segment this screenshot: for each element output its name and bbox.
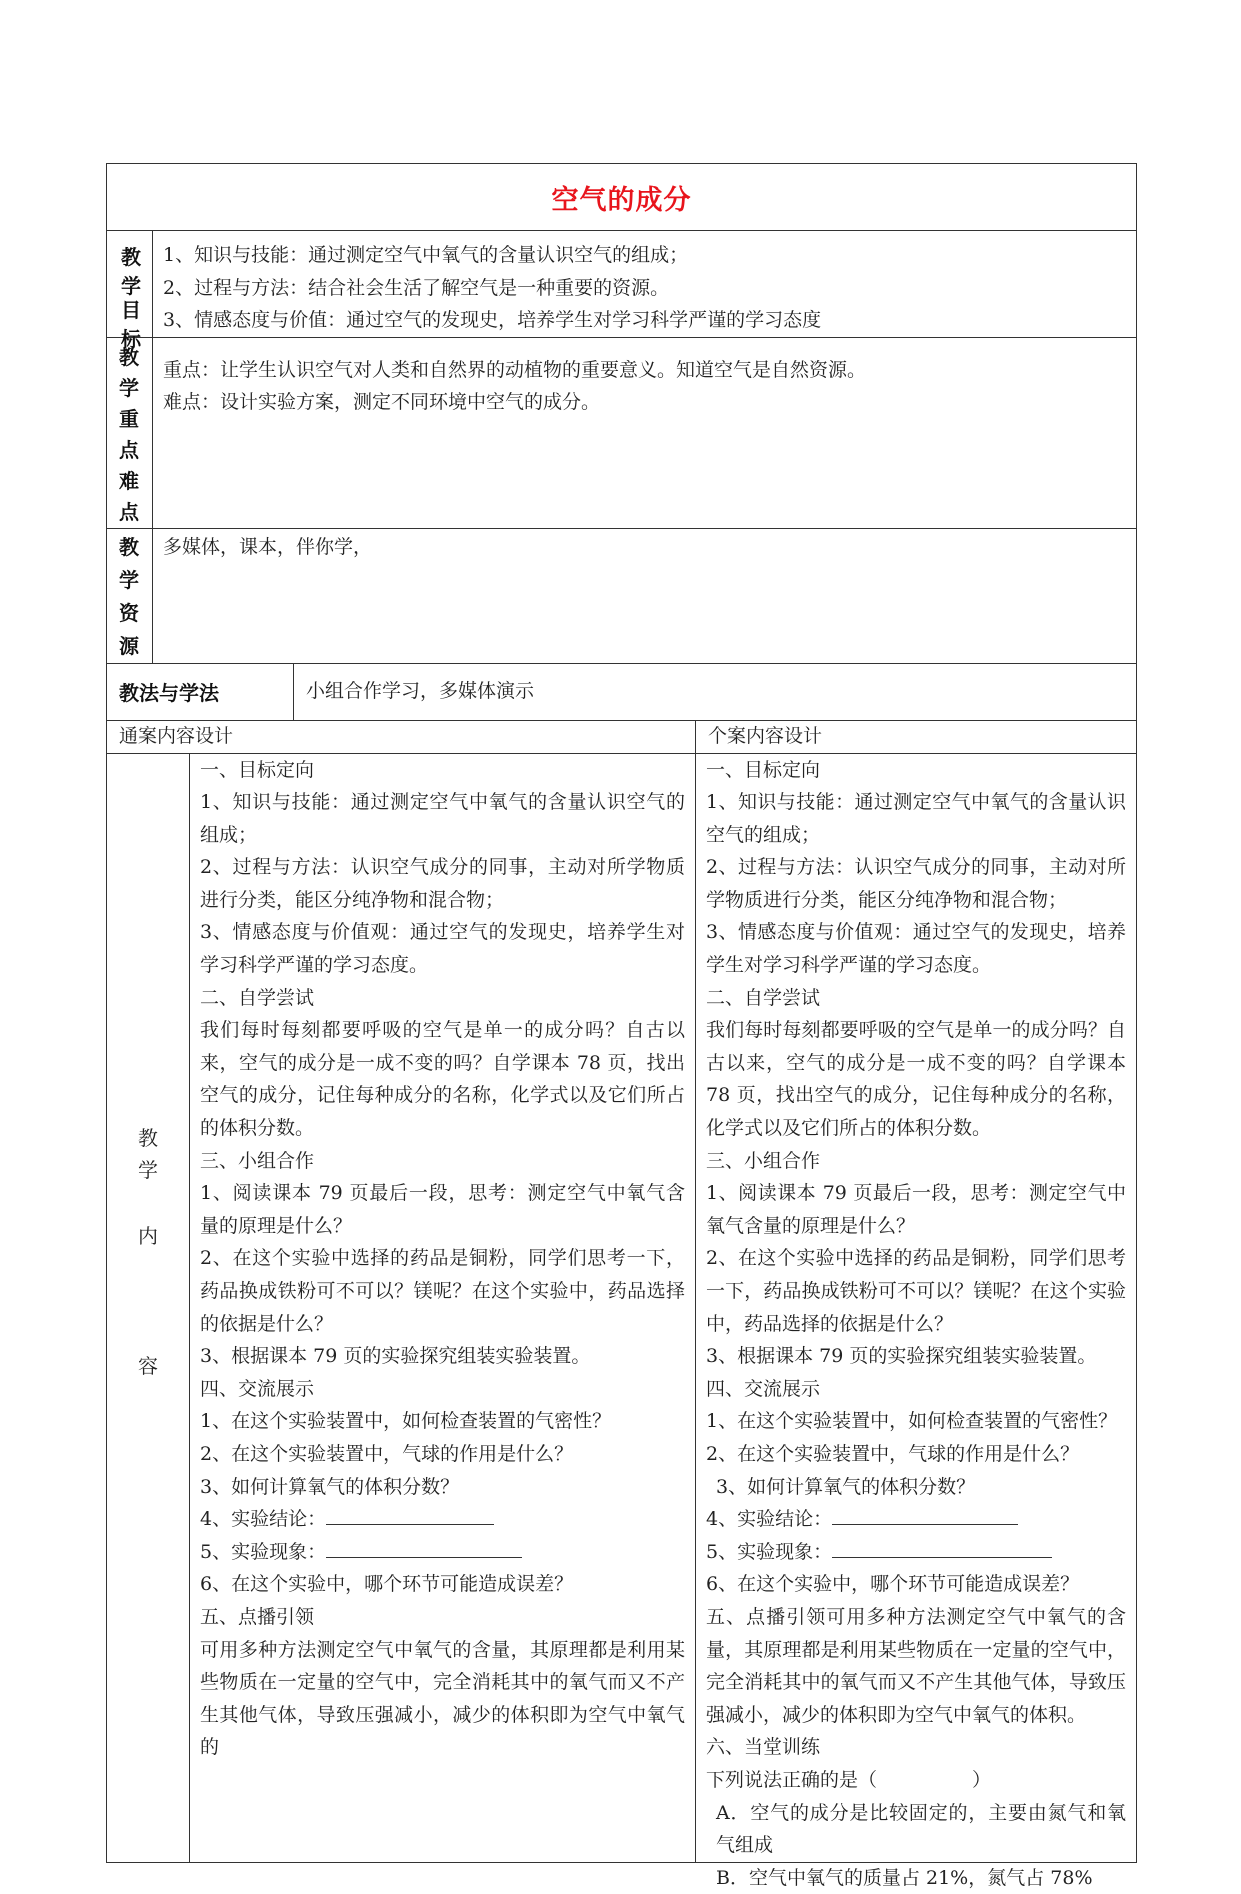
resources-label-line-1: 教学	[119, 534, 139, 592]
goal-item: 1、知识与技能：通过测定空气中氧气的含量认识空气的组成；	[163, 244, 689, 266]
key-label-line-1: 教学	[119, 344, 149, 400]
side-char: 内	[138, 1223, 158, 1248]
right-line: 2、过程与方法：认识空气成分的同事，主动对所学物质进行分类，能区分纯净物和混合物；	[706, 856, 1127, 911]
key-label-line-3: 难点	[119, 468, 149, 524]
right-line: 3、情感态度与价值观：通过空气的发现史，培养学生对学习科学严谨的学习态度。	[706, 921, 1127, 977]
right-line: 二、自学尝试	[706, 986, 821, 1009]
right-phenomenon-line	[706, 1536, 1126, 1569]
left-line: 1、阅读课本 79 页最后一段，思考：测定空气中氧气含量的原理是什么？	[200, 1182, 685, 1237]
goals-text	[153, 231, 1137, 338]
left-line: 6、在这个实验中，哪个环节可能造成误差？	[200, 1573, 574, 1596]
right-conclusion-line	[706, 1503, 1126, 1536]
teaching-content-label	[107, 753, 190, 1862]
right-line: 2、在这个实验装置中，气球的作用是什么？	[706, 1442, 1080, 1465]
methods-label: 教法与学法	[107, 663, 294, 720]
key-points-text	[153, 337, 1137, 528]
goals-label-line-1: 教学	[121, 245, 141, 298]
right-line: A．空气的成分是比较固定的，主要由氮气和氧气组成	[716, 1801, 1127, 1857]
resources-row	[107, 528, 1137, 663]
column-header-row	[107, 720, 1137, 753]
left-line: 三、小组合作	[200, 1149, 315, 1172]
key-point-item: 重点：让学生认识空气对人类和自然界的动植物的重要意义。知道空气是自然资源。	[163, 358, 867, 381]
right-line: 2、在这个实验中选择的药品是铜粉，同学们思考一下，药品换成铁粉可不可以？镁呢？在这个实验中，药品选择的依据是什么？	[706, 1247, 1127, 1335]
general-plan-content	[190, 753, 696, 1862]
left-line: 四、交流展示	[200, 1377, 315, 1400]
side-char: 教	[138, 1125, 158, 1150]
blank-underline	[326, 1537, 522, 1558]
left-line: 1、知识与技能：通过测定空气中氧气的含量认识空气的组成；	[200, 791, 685, 846]
left-phenomenon-label: 5、实验现象：	[200, 1540, 327, 1563]
title-row	[107, 164, 1137, 231]
left-line: 五、点播引领	[200, 1605, 315, 1628]
resources-label	[107, 528, 153, 663]
blank-underline	[832, 1537, 1052, 1558]
key-points-row	[107, 337, 1137, 528]
right-line: 六、当堂训练	[706, 1736, 821, 1759]
left-line: 3、根据课本 79 页的实验探究组装实验装置。	[200, 1345, 591, 1368]
lesson-plan-table	[106, 163, 1137, 1889]
right-line: 1、知识与技能：通过测定空气中氧气的含量认识空气的组成；	[706, 791, 1127, 846]
left-column-header: 通案内容设计	[107, 720, 696, 753]
methods-text: 小组合作学习，多媒体演示	[294, 663, 1137, 720]
right-line: 一、目标定向	[706, 758, 821, 781]
left-line: 2、在这个实验中选择的药品是铜粉，同学们思考一下，药品换成铁粉可不可以？镁呢？在这个实验中，药品选择的依据是什么？	[200, 1247, 685, 1335]
left-line: 1、在这个实验装置中，如何检查装置的气密性？	[200, 1410, 612, 1433]
page-title: 空气的成分	[107, 164, 1137, 231]
right-line: 下列说法正确的是（ ）	[706, 1768, 992, 1791]
left-line: 2、在这个实验装置中，气球的作用是什么？	[200, 1442, 574, 1465]
left-line: 我们每时每刻都要呼吸的空气是单一的成分吗？自古以来，空气的成分是一成不变的吗？自学课本 78 页，找出空气的成分，记住每种成分的名称，化学式以及它们所占的体积分数。	[200, 1019, 685, 1140]
left-line: 3、如何计算氧气的体积分数？	[200, 1475, 460, 1498]
right-line: 四、交流展示	[706, 1377, 821, 1400]
goals-row	[107, 231, 1137, 338]
goals-label-line-2: 目标	[121, 298, 141, 351]
resources-text: 多媒体，课本，伴你学，	[153, 528, 1137, 663]
right-phenomenon-label: 5、实验现象：	[706, 1540, 833, 1563]
side-char: 学	[138, 1157, 158, 1182]
left-line: 2、过程与方法：认识空气成分的同事，主动对所学物质进行分类，能区分纯净物和混合物；	[200, 856, 685, 911]
key-points-label	[107, 337, 153, 528]
right-line: 3、根据课本 79 页的实验探究组装实验装置。	[706, 1345, 1097, 1368]
side-char: 容	[138, 1353, 158, 1378]
right-line: 1、阅读课本 79 页最后一段，思考：测定空气中氧气含量的原理是什么？	[706, 1182, 1127, 1237]
goal-item: 2、过程与方法：结合社会生活了解空气是一种重要的资源。	[163, 276, 670, 299]
individual-plan-content	[696, 753, 1137, 1889]
blank-underline	[326, 1504, 494, 1525]
key-label-line-2: 重点	[119, 406, 149, 462]
methods-row	[107, 663, 1137, 720]
left-conclusion-label: 4、实验结论：	[200, 1508, 327, 1531]
goals-label	[107, 231, 153, 351]
blank-underline	[832, 1504, 1018, 1525]
right-line: 3、如何计算氧气的体积分数？	[716, 1475, 976, 1498]
left-conclusion-line	[200, 1503, 685, 1536]
right-line: 6、在这个实验中，哪个环节可能造成误差？	[706, 1573, 1080, 1596]
right-line: 三、小组合作	[706, 1149, 821, 1172]
right-line: 五、点播引领可用多种方法测定空气中氧气的含量，其原理都是利用某些物质在一定量的空气中，完全消耗其中的氧气而又不产生其他气体，导致压强减小，减少的体积即为空气中氧气的体积。	[706, 1605, 1127, 1726]
right-line: B．空气中氧气的质量占 21%，氮气占 78%	[716, 1866, 1093, 1889]
content-row	[107, 753, 1137, 1862]
left-line: 二、自学尝试	[200, 986, 315, 1009]
right-line: 1、在这个实验装置中，如何检查装置的气密性？	[706, 1410, 1118, 1433]
left-phenomenon-line	[200, 1536, 685, 1569]
key-point-item: 难点：设计实验方案，测定不同环境中空气的成分。	[163, 391, 601, 413]
left-line: 3、情感态度与价值观：通过空气的发现史，培养学生对学习科学严谨的学习态度。	[200, 921, 685, 977]
right-conclusion-label: 4、实验结论：	[706, 1508, 833, 1531]
right-column-header: 个案内容设计	[696, 720, 1137, 753]
left-line: 一、目标定向	[200, 758, 315, 781]
left-line: 可用多种方法测定空气中氧气的含量，其原理都是利用某些物质在一定量的空气中，完全消耗其中的氧气而又不产生其他气体，导致压强减小，减少的体积即为空气中氧气的	[200, 1638, 685, 1759]
right-line: 我们每时每刻都要呼吸的空气是单一的成分吗？自古以来，空气的成分是一成不变的吗？自学课本 78 页，找出空气的成分，记住每种成分的名称，化学式以及它们所占的体积分数。	[706, 1019, 1127, 1140]
goal-item: 3、情感态度与价值：通过空气的发现史，培养学生对学习科学严谨的学习态度	[163, 309, 822, 331]
resources-label-line-2: 资源	[119, 600, 139, 658]
